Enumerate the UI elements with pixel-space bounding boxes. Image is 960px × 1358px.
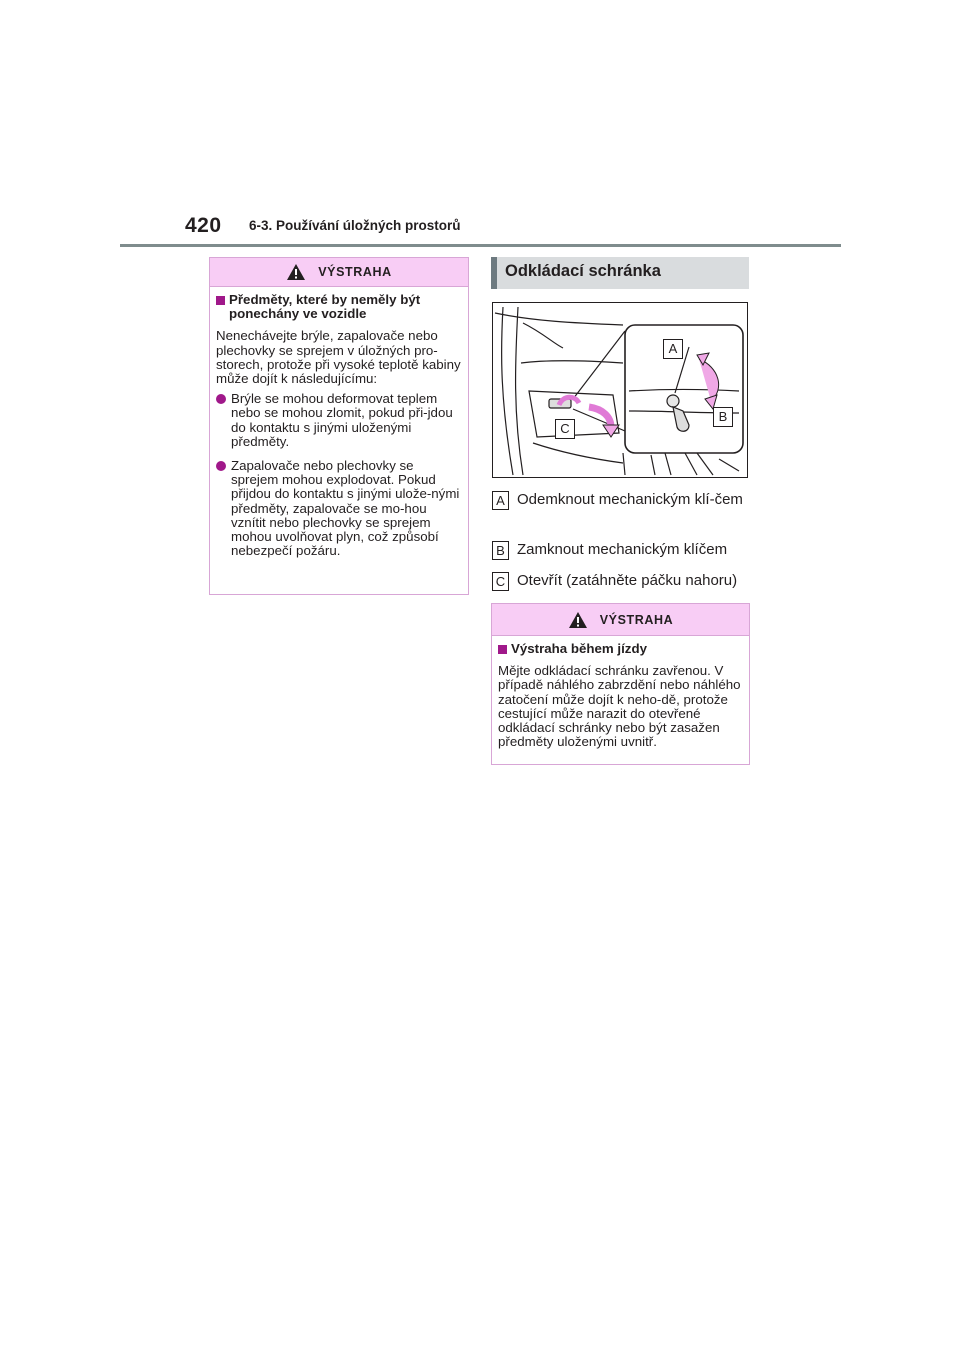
warning-header xyxy=(210,258,468,287)
warning-heading xyxy=(216,293,462,321)
square-bullet-icon xyxy=(216,296,225,305)
warning-title: VÝSTRAHA xyxy=(318,265,392,279)
warning-body: Mějte odkládací schránku zavřenou. V případě náhlého zabrzdění nebo náhlého zatočení může dojít k neho-dě, protože cestující může narazit do otevřené odkládací schránky nebo být zasažen předměty uloženými uvnitř. xyxy=(498,663,741,750)
item-text: Otevřít (zatáhněte páčku nahoru) xyxy=(517,572,738,589)
warning-heading xyxy=(498,642,743,656)
figure-label-a: A xyxy=(663,339,683,359)
glovebox-illustration xyxy=(492,302,748,478)
round-bullet-icon xyxy=(216,394,226,404)
warning-heading-text: Předměty, které by neměly být ponechány ve vozidle xyxy=(229,292,421,322)
square-bullet-icon xyxy=(498,645,507,654)
glovebox-drawing xyxy=(493,303,747,477)
warning-title: VÝSTRAHA xyxy=(599,612,674,627)
page-number: 420 xyxy=(185,214,222,237)
item-letter: A xyxy=(492,491,509,510)
warning-triangle-icon xyxy=(286,263,306,281)
item-letter: C xyxy=(492,572,509,591)
list-item-b xyxy=(492,538,752,562)
figure-label-c: C xyxy=(555,419,575,439)
item-letter: B xyxy=(492,541,509,560)
section-title: 6-3. Používání úložných prostorů xyxy=(249,218,461,233)
warning-box-right xyxy=(491,603,750,765)
section-heading: Odkládací schránka xyxy=(491,257,749,289)
warning-triangle-icon xyxy=(568,611,588,629)
warning-bullet xyxy=(216,459,462,558)
list-item-a xyxy=(492,488,747,512)
item-text: Odemknout mechanickým klí-čem xyxy=(517,491,743,508)
figure-label-b: B xyxy=(713,407,733,427)
round-bullet-icon xyxy=(216,461,226,471)
warning-box-left xyxy=(209,257,469,595)
warning-bullet xyxy=(216,392,462,449)
warning-bullet-text: Brýle se mohou deformovat teplem nebo se mohou zlomit, pokud při-jdou do kontaktu s jinými uloženými předměty. xyxy=(231,391,453,449)
header-divider xyxy=(120,244,841,247)
item-text: Zamknout mechanickým klíčem xyxy=(517,541,728,558)
warning-header xyxy=(492,604,749,636)
warning-bullet-text: Zapalovače nebo plechovky se sprejem mohou explodovat. Pokud přijdou do kontaktu s jinými ulože-nými předměty, zapalovače se mo-hou vznítit nebo plechovky se sprejem mohou uvolňovat plyn, což způsobí nebezpečí požáru. xyxy=(231,458,460,559)
warning-intro: Nenechávejte brýle, zapalovače nebo plechovky se sprejem v úložných pro-storech, protože při vysoké teplotě kabiny může dojít k následujícímu: xyxy=(216,328,461,387)
list-item-c xyxy=(492,569,762,593)
warning-heading-text: Výstraha během jízdy xyxy=(511,641,647,656)
